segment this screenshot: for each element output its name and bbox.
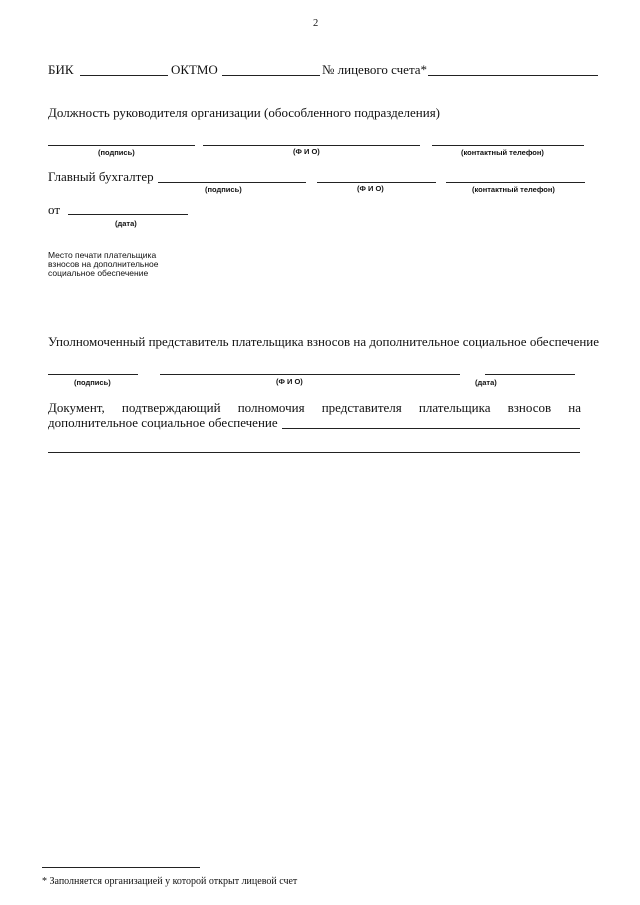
account-label: № лицевого счета* <box>322 62 428 77</box>
document-word: полномочия <box>237 400 305 415</box>
footnote-separator <box>42 867 200 868</box>
accountant-phone-caption: (контактный телефон) <box>472 185 555 194</box>
bik-label: БИК <box>48 62 74 77</box>
accountant-fio-caption: (Ф И О) <box>357 184 384 193</box>
head-title: Должность руководителя организации (обособленного подразделения) <box>48 105 441 120</box>
oktmo-label: ОКТМО <box>171 62 218 77</box>
page-number: 2 <box>313 18 319 29</box>
oktmo-field[interactable] <box>222 75 320 76</box>
document-word: подтверждающий <box>121 400 221 415</box>
stamp-note-line-1: Место печати плательщика <box>48 250 157 260</box>
accountant-signature-field[interactable] <box>158 182 306 183</box>
head-signature-field[interactable] <box>48 145 195 146</box>
document-word: взносов <box>507 400 552 415</box>
representative-signature-field[interactable] <box>48 374 138 375</box>
bik-field[interactable] <box>80 75 168 76</box>
representative-fio-caption: (Ф И О) <box>276 377 303 386</box>
representative-signature-caption: (подпись) <box>74 378 111 387</box>
representative-title: Уполномоченный представитель плательщика взносов на дополнительное социальное обеспечение <box>48 334 600 349</box>
document-word: представителя <box>321 400 402 415</box>
head-phone-caption: (контактный телефон) <box>461 148 544 157</box>
head-fio-field[interactable] <box>203 145 420 146</box>
document-field[interactable] <box>282 428 580 429</box>
representative-date-caption: (дата) <box>475 378 497 387</box>
account-field[interactable] <box>428 75 598 76</box>
head-signature-caption: (подпись) <box>98 148 135 157</box>
accountant-signature-caption: (подпись) <box>205 185 242 194</box>
document-field-continuation[interactable] <box>48 452 580 453</box>
representative-fio-field[interactable] <box>160 374 460 375</box>
document-line-2: дополнительное социальное обеспечение <box>48 415 278 430</box>
accountant-fio-field[interactable] <box>317 182 436 183</box>
document-word: плательщика <box>418 400 491 415</box>
head-phone-field[interactable] <box>432 145 584 146</box>
document-line-1 <box>48 400 581 416</box>
footnote: * Заполняется организацией у которой открыт лицевой счет <box>42 876 298 887</box>
stamp-note-line-3: социальное обеспечение <box>48 268 149 278</box>
from-label: от <box>48 202 61 217</box>
accountant-label: Главный бухгалтер <box>48 169 154 184</box>
date-field[interactable] <box>68 214 188 215</box>
representative-date-field[interactable] <box>485 374 575 375</box>
head-fio-caption: (Ф И О) <box>293 147 320 156</box>
stamp-note-line-2: взносов на дополнительное <box>48 259 159 269</box>
document-word: Документ, <box>48 400 105 415</box>
accountant-phone-field[interactable] <box>446 182 585 183</box>
date-caption: (дата) <box>115 219 137 228</box>
document-word: на <box>568 400 581 415</box>
